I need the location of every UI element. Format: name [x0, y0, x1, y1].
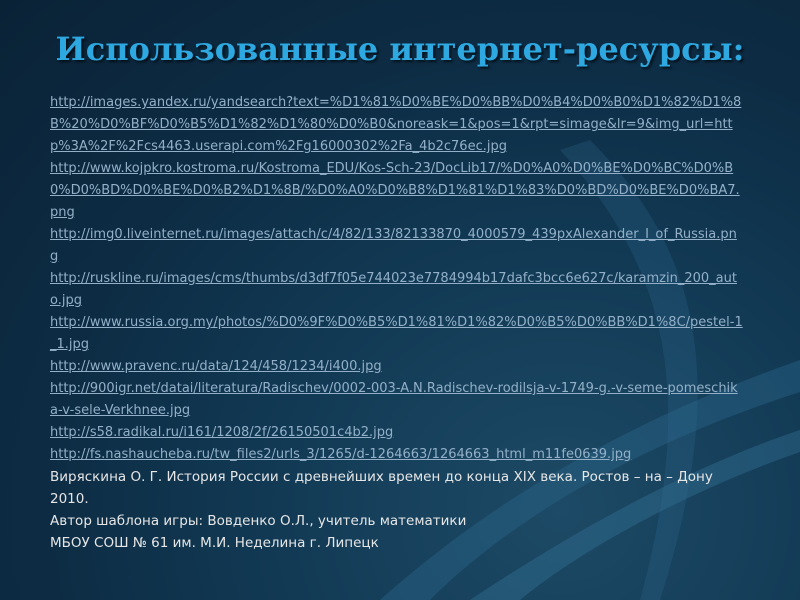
school-line: МБОУ СОШ № 61 им. М.И. Неделина г. Липецк — [50, 535, 379, 551]
resource-link[interactable]: http://www.russia.org.my/photos/%D0%9F%D0%B5%D1%81%D1%82%D0%B5%D0%BB%D1%8C/pestel-1_1.jpg — [50, 315, 743, 352]
resource-link[interactable]: http://www.kojpkro.kostroma.ru/Kostroma_EDU/Kos-Sch-23/DocLib17/%D0%A0%D0%BE%D0%BC%D0%B0%D0%BD%D0%BE%D0%B2%D1%8B/%D0%A0%D0%B8%D1%81%D1%83%D0%BD%D0%BE%D0%BA7.png — [50, 161, 740, 220]
resource-link[interactable]: http://img0.liveinternet.ru/images/attach/c/4/82/133/82133870_4000579_439pxAlexander_I_of_Russia.png — [50, 227, 737, 264]
resource-link[interactable]: http://s58.radikal.ru/i161/1208/2f/26150501c4b2.jpg — [50, 425, 394, 440]
resource-link[interactable]: http://www.pravenc.ru/data/124/458/1234/i400.jpg — [50, 359, 382, 374]
author-line: Автор шаблона игры: Вовденко О.Л., учитель математики — [50, 513, 467, 529]
slide-title: Использованные интернет-ресурсы: — [55, 30, 745, 68]
resource-link[interactable]: http://images.yandex.ru/yandsearch?text=%D1%81%D0%BE%D0%BB%D0%B4%D0%B0%D1%82%D1%8B%20%D0%BF%D0%B5%D1%82%D1%80%D0%B0&noreask=1&pos=1&rpt=simage&lr=9&img_url=http%3A%2F%2Fcs4463.userapi.com%2Fg16000302%2Fa_4b2c76ec.jpg — [50, 95, 742, 154]
resource-link[interactable]: http://ruskline.ru/images/cms/thumbs/d3df7f05e744023e7784994b17dafc3bcc6e627c/karamzin_200_auto.jpg — [50, 271, 737, 308]
resource-link[interactable]: http://900igr.net/datai/literatura/Radischev/0002-003-A.N.Radischev-rodilsja-v-1749-g.-v-seme-pomeschika-v-sele-Verkhnee.jpg — [50, 381, 738, 418]
resource-link[interactable]: http://fs.nashaucheba.ru/tw_files2/urls_3/1265/d-1264663/1264663_html_m11fe0639.jpg — [50, 447, 632, 462]
resources-list — [50, 92, 745, 554]
citation-text: Виряскина О. Г. История России с древнейших времен до конца XIX века. Ростов – на – Дону 2010. — [50, 469, 713, 507]
